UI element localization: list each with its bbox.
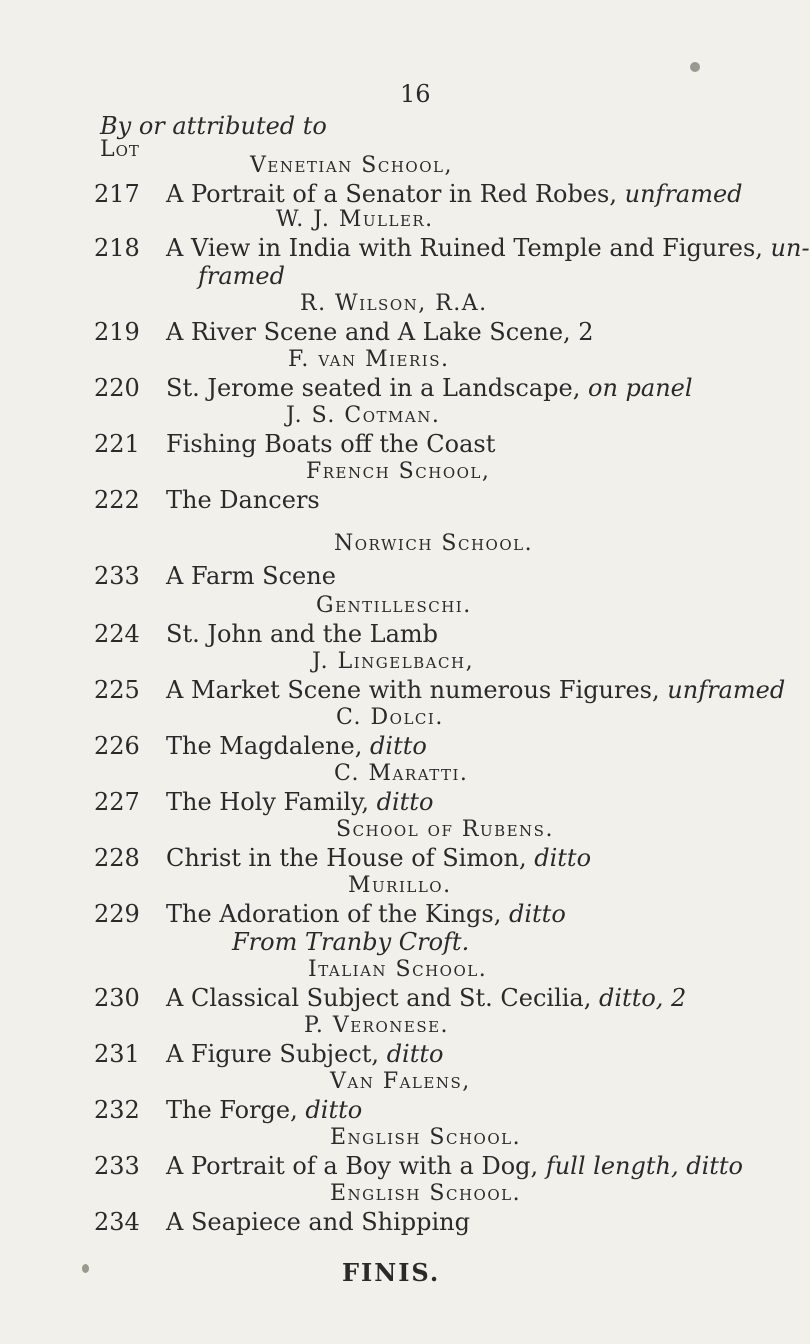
- lot-title: [166, 1208, 470, 1236]
- lot-title-text: A Farm Scene: [166, 562, 336, 590]
- lot-entry: [0, 1096, 800, 1124]
- lot-note: ditto: [370, 732, 427, 760]
- lot-note: ditto: [534, 844, 592, 872]
- lot-title-text: St. Jerome seated in a Landscape,: [166, 374, 581, 402]
- lot-title-text: A Portrait of a Boy with a Dog,: [166, 1152, 539, 1180]
- lot-attribution: J. Lingelbach,: [312, 649, 475, 674]
- lot-number: 234: [94, 1208, 140, 1236]
- lot-title-text: The Dancers: [166, 486, 320, 514]
- lot-number: 222: [94, 486, 140, 514]
- lot-provenance: From Tranby Croft.: [232, 928, 470, 956]
- lot-attribution: English School.: [330, 1125, 522, 1150]
- lot-entry: [0, 1208, 800, 1236]
- lot-attribution: School of Rubens.: [336, 817, 554, 842]
- lot-title: [166, 562, 336, 590]
- lot-title: [166, 620, 438, 648]
- lot-attribution: Gentilleschi.: [316, 593, 472, 618]
- lot-title: [166, 676, 785, 704]
- lot-number: 219: [94, 318, 140, 346]
- lot-title-text: A Classical Subject and St. Cecilia,: [166, 984, 592, 1012]
- lot-number: 231: [94, 1040, 140, 1068]
- lot-attribution: J. S. Cotman.: [286, 403, 441, 428]
- lot-number: 217: [94, 180, 140, 208]
- lot-entry: [0, 732, 800, 760]
- lot-number: 229: [94, 900, 140, 928]
- lot-note: unframed: [667, 676, 786, 704]
- lot-title-text: St. John and the Lamb: [166, 620, 439, 648]
- lot-note: un-: [770, 234, 810, 262]
- lot-title-text: The Holy Family,: [166, 788, 369, 816]
- lot-entry: [0, 318, 800, 346]
- lot-title: [166, 234, 810, 262]
- lot-title-text: Fishing Boats off the Coast: [166, 430, 496, 458]
- lot-number: 225: [94, 676, 140, 704]
- lot-note: ditto: [386, 1040, 444, 1068]
- lot-entry: [0, 180, 800, 208]
- lot-title-text: A River Scene and A Lake Scene, 2: [166, 318, 594, 346]
- lot-title-text: The Forge,: [166, 1096, 298, 1124]
- lot-entry: [0, 374, 800, 402]
- lot-title-text: A Seapiece and Shipping: [166, 1208, 470, 1236]
- lot-note: ditto: [376, 788, 434, 816]
- lot-number: 227: [94, 788, 140, 816]
- lot-entry: [0, 620, 800, 648]
- lot-title: [166, 1096, 362, 1124]
- lot-attribution: P. Veronese.: [304, 1013, 450, 1038]
- page-number: 16: [400, 80, 431, 108]
- lot-title-text: A Market Scene with numerous Figures,: [166, 676, 660, 704]
- lot-attribution: Van Falens,: [330, 1069, 471, 1094]
- lot-entry: [0, 1152, 800, 1180]
- lot-title: [166, 1040, 443, 1068]
- finis-mark: FINIS.: [342, 1258, 441, 1287]
- lot-title-continuation: framed: [198, 262, 285, 290]
- lot-title: [166, 732, 427, 760]
- lot-title: [166, 1152, 743, 1180]
- lot-title: [166, 486, 320, 514]
- lot-number: 226: [94, 732, 140, 760]
- paper-speck: [82, 1264, 89, 1273]
- lot-title: [166, 984, 686, 1012]
- lot-entry: [0, 676, 800, 704]
- lot-title-text: A Portrait of a Senator in Red Robes,: [166, 180, 617, 208]
- lot-entry: [0, 562, 800, 590]
- lot-attribution: Venetian School,: [250, 153, 453, 178]
- lot-entry: [0, 788, 800, 816]
- lot-attribution: R. Wilson, R.A.: [300, 291, 488, 316]
- lot-title: [166, 844, 591, 872]
- lot-entry: [0, 844, 800, 872]
- lot-attribution: Italian School.: [308, 957, 488, 982]
- lot-attribution: C. Dolci.: [336, 705, 444, 730]
- lot-entry: [0, 900, 800, 928]
- lot-attribution: Murillo.: [348, 873, 452, 898]
- lot-title: [166, 180, 743, 208]
- paper-speck: [690, 62, 700, 72]
- lot-attribution: W. J. Muller.: [276, 207, 434, 232]
- lot-title: [166, 374, 693, 402]
- lot-heading: Lot: [100, 137, 140, 162]
- lot-note: ditto, 2: [599, 984, 687, 1012]
- lot-number: 232: [94, 1096, 140, 1124]
- lot-title: [166, 430, 495, 458]
- lot-number: 233: [94, 1152, 140, 1180]
- lot-entry: [0, 430, 800, 458]
- lot-title: [166, 900, 566, 928]
- lot-title-text: The Adoration of the Kings,: [166, 900, 502, 928]
- lot-note: unframed: [624, 180, 743, 208]
- lot-attribution: F. van Mieris.: [288, 347, 450, 372]
- lot-entry: [0, 234, 810, 262]
- lot-title-text: A View in India with Ruined Temple and Figures,: [166, 234, 763, 262]
- lot-number: 224: [94, 620, 140, 648]
- lot-entry: [0, 984, 800, 1012]
- lot-note: ditto: [508, 900, 566, 928]
- lot-number: 221: [94, 430, 140, 458]
- lot-title: [166, 318, 594, 346]
- lot-number: 228: [94, 844, 140, 872]
- lot-title-text: A Figure Subject,: [166, 1040, 380, 1068]
- lot-note: full length, ditto: [545, 1152, 743, 1180]
- lot-entry: [0, 486, 800, 514]
- lot-attribution: C. Maratti.: [334, 761, 469, 786]
- lot-entry: [0, 1040, 800, 1068]
- lot-number: 218: [94, 234, 140, 262]
- lot-number: 230: [94, 984, 140, 1012]
- lot-title-text: Christ in the House of Simon,: [166, 844, 527, 872]
- lot-attribution: Norwich School.: [334, 531, 534, 556]
- lot-attribution: French School,: [306, 459, 491, 484]
- lot-title: [166, 788, 433, 816]
- attribution-heading: By or attributed to: [100, 112, 327, 140]
- lot-note: on panel: [588, 374, 693, 402]
- lot-note: ditto: [305, 1096, 363, 1124]
- lot-attribution: English School.: [330, 1181, 522, 1206]
- lot-number: 220: [94, 374, 140, 402]
- lot-title-text: The Magdalene,: [166, 732, 363, 760]
- lot-number: 233: [94, 562, 140, 590]
